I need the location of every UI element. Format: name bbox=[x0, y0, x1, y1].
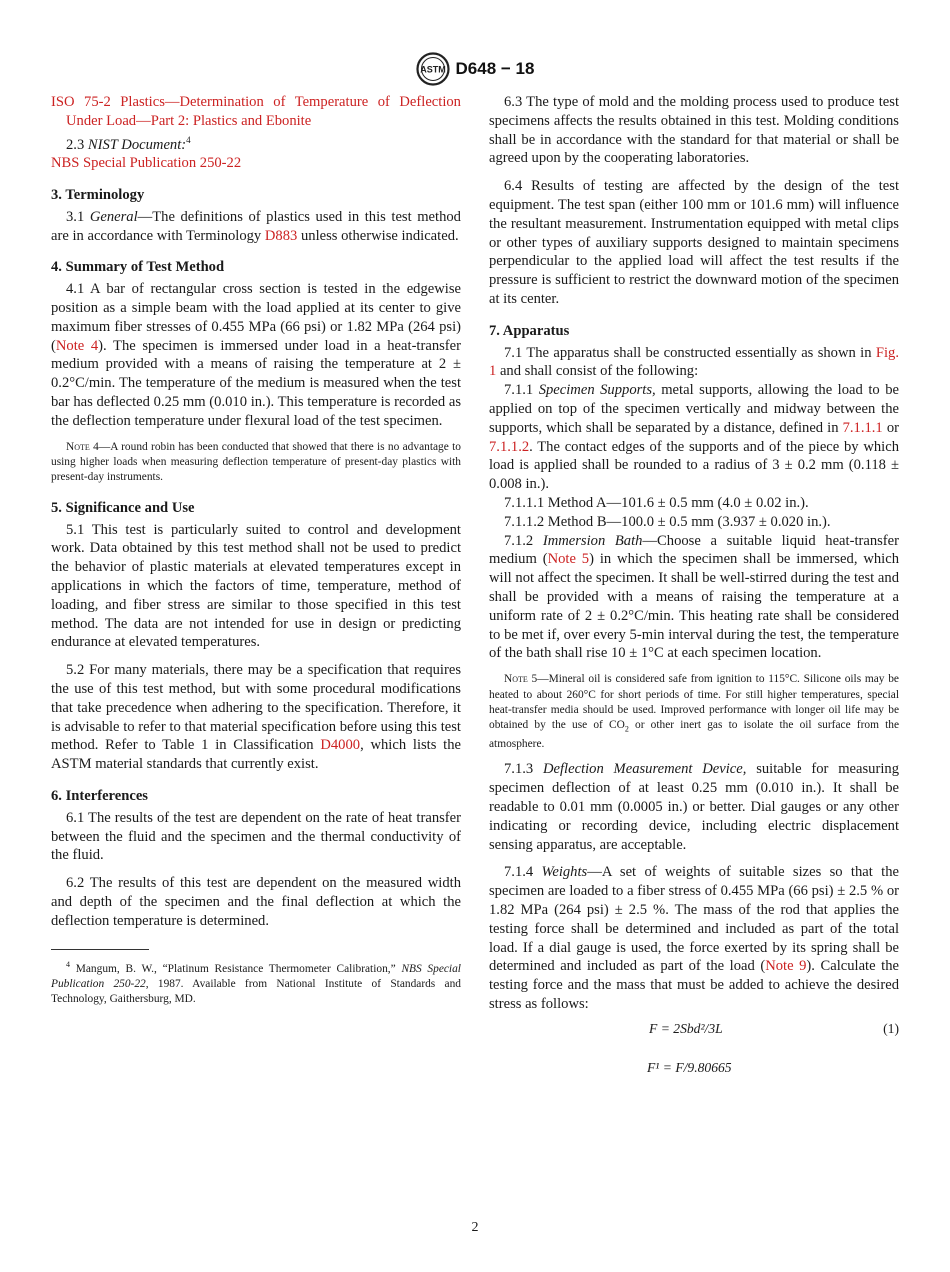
link-7-1-1-2[interactable]: 7.1.1.2 bbox=[489, 438, 530, 455]
note-5-link[interactable]: Note 5 bbox=[547, 551, 590, 568]
logo-text: ASTM bbox=[419, 64, 446, 75]
note-9-link[interactable]: Note 9 bbox=[765, 958, 807, 975]
page-number: 2 bbox=[471, 1220, 479, 1235]
paragraph-3-1: 3.1 General—The definitions of plastics used in this test method are in accordance with Terminology D883 unless otherwise indicated. bbox=[51, 208, 461, 244]
document-id: D648 − 18 bbox=[455, 59, 535, 78]
left-column bbox=[51, 93, 461, 1008]
section-4-heading: 4. Summary of Test Method bbox=[51, 259, 225, 276]
footnote-divider bbox=[51, 949, 149, 950]
nist-document-line bbox=[51, 131, 461, 155]
astm-logo-icon bbox=[416, 52, 450, 86]
paragraph-6-4: 6.4 Results of testing are affected by the design of the test equipment. The test span (either 100 mm or 101.6 mm) will influence the resultant measurement. Instrumentation equipped with metal clips or other types of auxiliary supports designed to maintain specimens perpendicular to the applied load will affect the test results if the pressure is sufficient to restrict the downward motion of the specimen at its center. bbox=[489, 178, 899, 307]
paragraph-7-1-1-1: 7.1.1.1 Method A—101.6 ± 0.5 mm (4.0 ± 0.02 in.). bbox=[504, 494, 809, 511]
paragraph-5-1: 5.1 This test is particularly suited to control and development work. Data obtained by this test method shall not be used to predict the behavior of plastic materials at elevated temperatures except in applications in which the factors of time, temperature, method of loading, and fiber stress are similar to those specified in this test method. The data are not intended for use in design or predicting endurance at elevated temperatures. bbox=[51, 521, 461, 651]
nbs-publication-link[interactable]: NBS Special Publication 250-22 bbox=[51, 155, 242, 172]
equation-1-number: (1) bbox=[883, 1020, 899, 1036]
iso-75-2-title[interactable]: Plastics—Determination of Temperature of Deflection Under Load—Part 2: Plastics and Ebonite bbox=[66, 94, 461, 129]
paragraph-6-1: 6.1 The results of the test are dependent on the rate of heat transfer between the fluid and the specimen and the thermal conductivity of the fluid. bbox=[51, 809, 461, 864]
paragraph-4-1: 4.1 A bar of rectangular cross section is tested in the edgewise position as a simple beam with the load applied at its center to give maximum fiber stresses of 0.455 MPa (66 psi) or 1.82 MPa (264 psi) (Note 4). The specimen is immersed under load in a heat-transfer medium provided with a means of raising the temperature at 2 ± 0.2°C/min. The temperature of the medium is measured when the test bar has deflected 0.25 mm (0.010 in.). This temperature is recorded as the deflection temperature under flexural load of the test specimen. bbox=[51, 281, 461, 429]
note-5: Note 5—Mineral oil is considered safe from ignition to 115°C. Silicone oils may be heated to about 260°C for short periods of time. For still higher temperatures, special heat-transfer media should be used. Improved performance with longer oil life may be obtained by the use of $CO_2$ or other inert gas to isolate the oil surface from the atmosphere. bbox=[489, 673, 900, 751]
section-3-heading: 3. Terminology bbox=[51, 187, 145, 204]
equation-2: F¹ = F/9.80665 bbox=[647, 1059, 732, 1075]
note-4-link[interactable]: Note 4 bbox=[55, 337, 99, 354]
footnote-marker: 4 bbox=[186, 134, 191, 145]
paragraph-5-2: 5.2 For many materials, there may be a specification that requires the use of this test method, but with some procedural modifications that take precedence when adhering to the specification. Therefore, it is advisable to refer to that material specification before using this test method. Refer to Table 1 in Classification D4000, which lists the ASTM material standards that currently exist. bbox=[51, 662, 461, 773]
paragraph-6-2: 6.2 The results of this test are dependent on the measured width and depth of the specimen and the final deflection at which the deflection temperature is determined. bbox=[51, 875, 461, 929]
equation-1-expression: F = 2Sbd²/3L bbox=[649, 1020, 723, 1036]
paragraph-7-1: 7.1 The apparatus shall be constructed essentially as shown in Fig. 1 and shall consist of the following: bbox=[489, 344, 900, 380]
section-5-heading: 5. Significance and Use bbox=[51, 499, 195, 516]
d4000-link[interactable]: D4000 bbox=[320, 737, 361, 754]
paragraph-7-1-4: 7.1.4 Weights—A set of weights of suitable sizes so that the specimen are loaded to a fiber stress of 0.455 MPa (66 psi) ± 2.5 % or 1.82 MPa (264 psi) ± 2.5 %. The mass of the rod that applies the testing force shall be determined and included as part of the total load. If a dial gauge is used, the force exerted by its spring shall be determined and included as part of the load (Note 9). Calculate the testing force and the mass that must be added to achieve the desired stress as follows: bbox=[489, 864, 899, 1012]
section-6-heading: 6. Interferences bbox=[51, 787, 148, 804]
fig-1-link[interactable]: Fig. 1 bbox=[489, 344, 900, 380]
iso-75-2-link[interactable]: ISO 75-2 bbox=[51, 94, 111, 110]
page-header bbox=[0, 52, 950, 86]
paragraph-7-1-1-2: 7.1.1.2 Method B—100.0 ± 0.5 mm (3.937 ± 0.020 in.). bbox=[504, 513, 831, 530]
d883-link[interactable]: D883 bbox=[264, 227, 298, 244]
paragraph-7-1-1: 7.1.1 Specimen Supports, metal supports, allowing the load to be applied on top of the specimen vertically and midway between the supports, which shall be separated by a distance, defined in 7.1.1.1 or 7.1.1.2. The contact edges of the supports and of the piece by which load is applied shall be rounded to a radius of 3 ± 0.2 mm (0.118 ± 0.008 in.). bbox=[489, 382, 899, 493]
note-4: Note 4—A round robin has been conducted that showed that there is no advantage to using higher loads when measuring deflection temperature of present-day plastics with present-day instruments. bbox=[51, 440, 461, 484]
link-7-1-1-1[interactable]: 7.1.1.1 bbox=[842, 419, 883, 436]
paragraph-7-1-2: 7.1.2 Immersion Bath—Choose a suitable liquid heat-transfer medium (Note 5) in which the specimen shall be immersed, which will not affect the specimen. It shall be well-stirred during the test and shall be provided with a means of raising the temperature at a uniform rate of 2 ± 0.2°C/min. This heating rate shall be considered to be met if, over every 5-min interval during the test, the temperature of the bath shall rise 10 ± 1°C at each specimen location. bbox=[489, 532, 900, 662]
equation-1 bbox=[489, 1020, 899, 1039]
paragraph-6-3: 6.3 The type of mold and the molding process used to produce test specimens affects the results obtained in this test. Molding conditions shall be in accordance with the standard for that material or shall be agreed upon by the cooperating laboratories. bbox=[489, 94, 899, 167]
reference-iso-75-2 bbox=[51, 93, 461, 131]
right-column bbox=[489, 93, 899, 1077]
paragraph-7-1-3: 7.1.3 Deflection Measurement Device, suitable for measuring specimen deflection of at least 0.25 mm (0.010 in.). It shall be readable to 0.01 mm (0.0005 in.) or better. Dial gauges or any other indicating or recording device, including electric displacement sensing apparatus, are acceptable. bbox=[489, 761, 899, 853]
section-number: 2.3 bbox=[66, 136, 85, 153]
footnote-4: $^4$ Mangum, B. W., “Platinum Resistance Thermometer Calibration,” NBS Special Publication 250-22, 1987. Available from National Institute of Standards and Technology, Gaithersburg, MD. bbox=[51, 959, 461, 1006]
section-7-heading: 7. Apparatus bbox=[489, 322, 570, 339]
nist-document-label: NIST Document: bbox=[87, 136, 187, 153]
term-general: General bbox=[89, 208, 138, 225]
